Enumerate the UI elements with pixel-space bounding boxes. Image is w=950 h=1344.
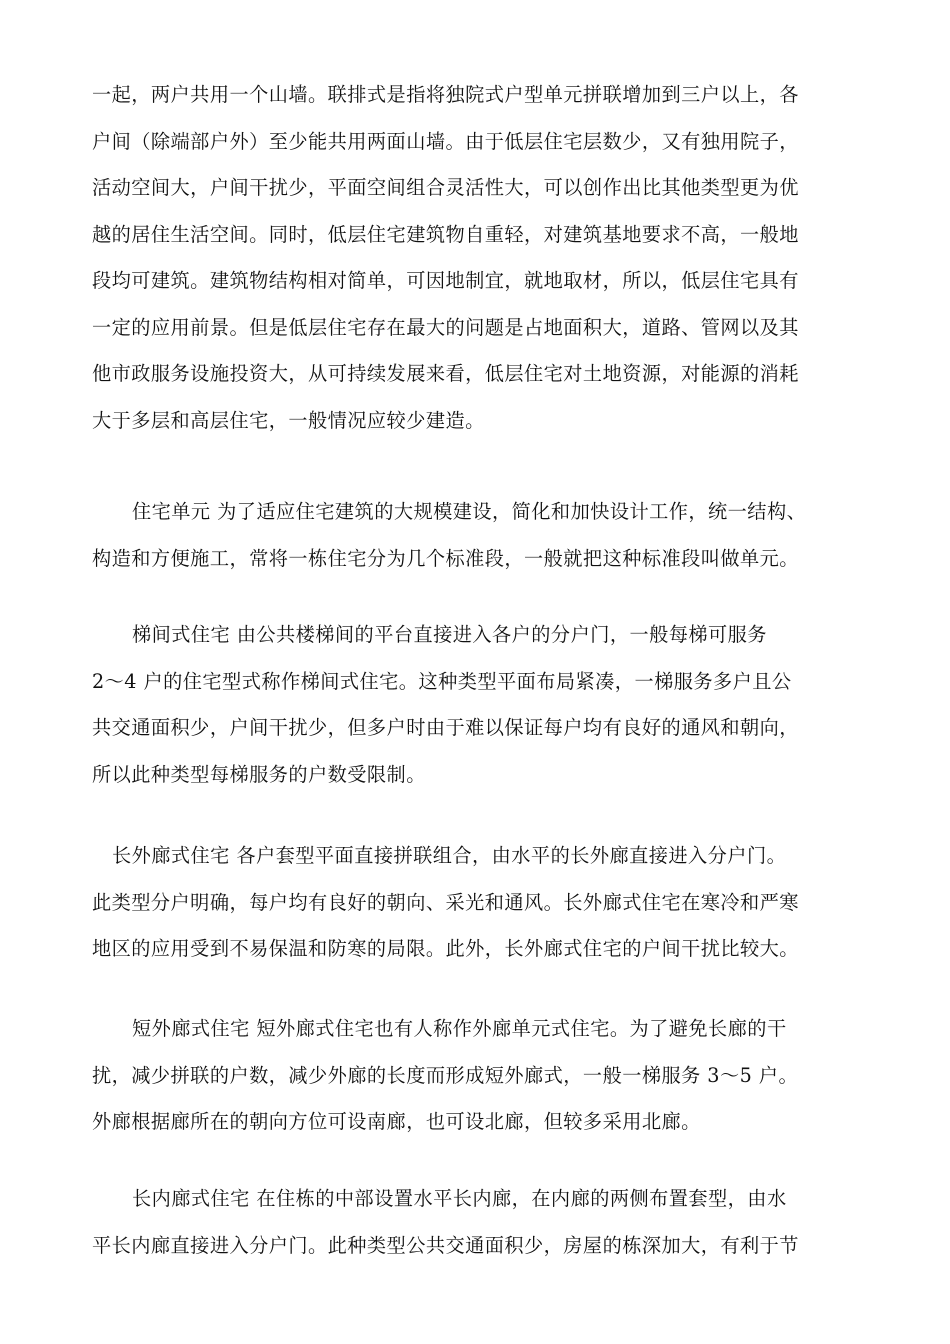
text-line: 外廊根据廊所在的朝向方位可设南廊，也可设北廊，但较多采用北廊。 [92, 1110, 701, 1133]
text-line: 平长内廊直接进入分户门。此种类型公共交通面积少，房屋的栋深加大，有利于节 [92, 1233, 799, 1257]
text-line: 所以此种类型每梯服务的户数受限制。 [92, 762, 426, 786]
paragraph-long-internal-corridor [92, 1176, 872, 1269]
text-line-indented [92, 489, 872, 536]
text-line: 构造和方便施工，常将一栋住宅分为几个标准段，一般就把这种标准段叫做单元。 [92, 546, 799, 570]
paragraph-housing-unit [92, 489, 872, 582]
text-line: 户间（除端部户外）至少能共用两面山墙。由于低层住宅层数少，又有独用院子， [92, 129, 799, 153]
text-line: 住宅单元 为了适应住宅建筑的大规模建设，简化和加快设计工作，统一结构、 [132, 500, 807, 523]
text-line: 共交通面积少，户间干扰少，但多户时由于难以保证每户均有良好的通风和朝向， [92, 716, 799, 739]
text-line: 梯间式住宅 由公共楼梯间的平台直接进入各户的分户门，一般每梯可服务 [132, 623, 767, 646]
paragraph-stairwell-type [92, 612, 872, 798]
paragraph-low-rise [92, 72, 872, 444]
text-line-indented [92, 1006, 872, 1053]
paragraph-short-external-corridor [92, 1006, 872, 1146]
text-line: 长内廊式住宅 在住栋的中部设置水平长内廊，在内廊的两侧布置套型，由水 [132, 1187, 787, 1210]
text-line: 扰，减少拼联的户数，减少外廊的长度而形成短外廊式，一般一梯服务 3～5 户。 [92, 1063, 799, 1087]
text-line: 2～4 户的住宅型式称作梯间式住宅。这种类型平面布局紧凑，一梯服务多户且公 [92, 669, 792, 693]
text-line: 地区的应用受到不易保温和防寒的局限。此外，长外廊式住宅的户间干扰比较大。 [92, 937, 799, 960]
text-line-indented [92, 612, 872, 659]
text-line: 长外廊式住宅 各户套型平面直接拼联组合，由水平的长外廊直接进入分户门。 [112, 844, 787, 867]
text-line: 一起，两户共用一个山墙。联排式是指将独院式户型单元拼联增加到三户以上，各 [92, 83, 799, 106]
text-line: 越的居住生活空间。同时，低层住宅建筑物自重轻，对建筑基地要求不高，一般地 [92, 222, 799, 246]
text-line: 一定的应用前景。但是低层住宅存在最大的问题是占地面积大，道路、管网以及其 [92, 315, 799, 339]
paragraph-long-external-corridor [92, 833, 872, 973]
text-line: 大于多层和高层住宅，一般情况应较少建造。 [92, 408, 485, 432]
text-line: 活动空间大，户间干扰少，平面空间组合灵活性大，可以创作出比其他类型更为优 [92, 176, 799, 199]
text-line: 此类型分户明确，每户均有良好的朝向、采光和通风。长外廊式住宅在寒冷和严寒 [92, 890, 799, 914]
text-line: 他市政服务设施投资大，从可持续发展来看，低层住宅对土地资源，对能源的消耗 [92, 362, 799, 385]
text-line: 段均可建筑。建筑物结构相对简单，可因地制宜，就地取材，所以，低层住宅具有 [92, 269, 799, 292]
text-line: 短外廊式住宅 短外廊式住宅也有人称作外廊单元式住宅。为了避免长廊的干 [132, 1017, 787, 1040]
text-line-indented [92, 833, 872, 880]
text-line-indented [92, 1176, 872, 1223]
